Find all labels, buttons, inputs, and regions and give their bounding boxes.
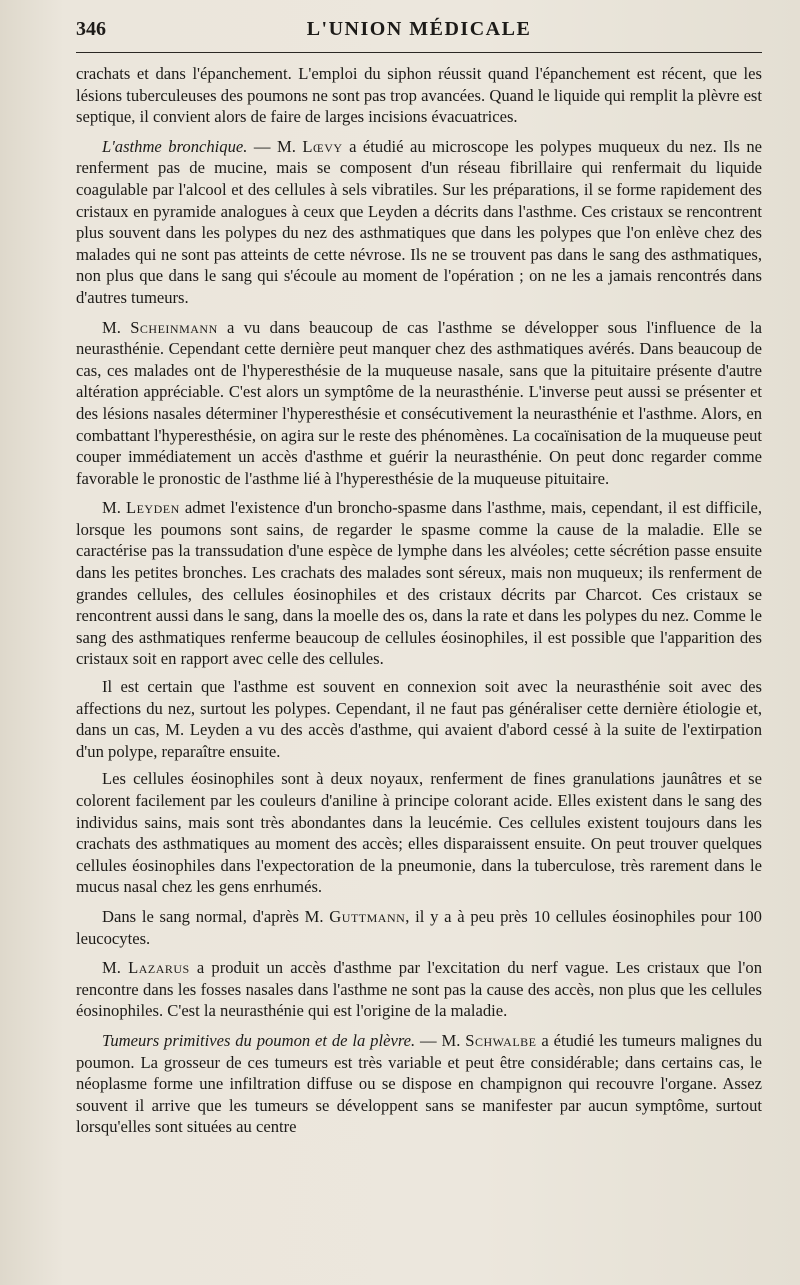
- section-heading: Tumeurs primitives du poumon et de la plèvre.: [102, 1030, 416, 1050]
- paragraph-asthme-bronchique: L'asthme bronchique. — M. Lœvy a étudié au microscope les polypes muqueux du nez. Ils ne renferment pas de mucine, mais se composent d'un réseau fibrillaire qui renfermait du liquide coagulable par l'alcool et des cellules à sels vibratiles. Sur les préparations, il se forme rapidement des cristaux en pyramide analogues à ceux que Leyden a décrits dans l'asthme. Ces cristaux se rencontrent plus souvent dans les polypes du nez des asthmatiques que dans les polypes que l'on enlève chez des malades qui ne sont pas atteints de cette névrose. Ils ne se trouvent pas dans le sang des asthmatiques, non plus que dans le sang qui s'écoule au moment de l'opération ; on ne les a jamais rencontrés dans d'autres tumeurs.: [76, 136, 762, 307]
- author-name: Lazarus: [128, 958, 190, 978]
- paragraph-guttmann: Dans le sang normal, d'après M. Guttmann, il y a à peu près 10 cellules éosinophiles pour 100 leucocytes.: [76, 906, 762, 948]
- paragraph-leyden: M. Leyden admet l'existence d'un broncho-spasme dans l'asthme, mais, cependant, il est difficile, lorsque les poumons sont sains, de regarder le spasme comme la cause de la maladie. Elle se caractérise pas la transsudation d'une espèce de lymphe dans les alvéoles; cette sécrétion passe ensuite dans les petites bronches. Les crachats des malades sont séreux, mais non muqueux; ils renferment de grandes cellules, des cellules éosinophiles et des cristaux décrits par Charcot. Ces cristaux se rencontrent aussi dans le sang, dans la moelle des os, dans la rate et dans les polypes du nez. Comme le sang des asthmatiques renferme beaucoup de cellules éosinophiles, il est possible que l'apparition des cristaux soit en rapport avec celle des cellules.: [76, 498, 762, 669]
- author-name: Schwalbe: [465, 1030, 537, 1050]
- paragraph-lazarus: M. Lazarus a produit un accès d'asthme par l'excitation du nerf vague. Les cristaux que l'on rencontre dans les fosses nasales dans l'asthme ne sont pas la cause des accès, non plus que les cellules éosinophiles. C'est la neurasthénie qui est l'origine de la maladie.: [76, 958, 763, 1021]
- author-name: Guttmann: [329, 906, 406, 926]
- paragraph-etiologie: Il est certain que l'asthme est souvent en connexion soit avec la neurasthénie soit avec des affections du nez, surtout les polypes. Cependant, il ne faut pas généraliser cette dernière étiologie et, dans un cas, M. Leyden a vu des accès d'asthme, qui avaient d'abord cessé à la suite de l'extirpation d'un polype, reparaître ensuite.: [76, 677, 762, 761]
- section-heading: L'asthme bronchique.: [102, 136, 248, 156]
- page-header: [76, 18, 762, 53]
- author-name: Leyden: [125, 498, 180, 518]
- paragraph-scheinmann: M. Scheinmann a vu dans beaucoup de cas l'asthme se développer sous l'influence de la neurasthénie. Cependant cette dernière peut manquer chez des asthmatiques avérés. Dans beaucoup de cas, ces malades ont de l'hyperesthésie de la muqueuse nasale, sans que la pituitaire présente d'autre altération appréciable. C'est alors un symptôme de la neurasthénie. L'inverse peut aussi se présenter et des lésions nasales déterminer l'hyperesthésie et consécutivement la neurasthénie et l'asthme. Alors, en combattant l'hyperesthésie, on agira sur le reste des phénomènes. La cocaïnisation de la muqueuse peut couper immédiatement un accès d'asthme et guérir la neurasthénie. On peut donc regarder comme favorable le pronostic de l'asthme lié à l'hyperesthésie de la muqueuse pituitaire.: [76, 317, 762, 488]
- paragraph-cellules-eosinophiles: Les cellules éosinophiles sont à deux noyaux, renferment de fines granulations jaunâtres et se colorent facilement par les couleurs d'aniline à principe colorant acide. Elles existent dans le sang des individus sains, mais sont très abondantes dans la leucémie. Ces cellules existent toujours dans les crachats des asthmatiques au moment des accès; elles disparaissent ensuite. On peut trouver quelques cellules éosinophiles dans l'expectoration de la pneumonie, dans la tuberculose, très rarement dans le mucus nasal chez les gens enrhumés.: [76, 769, 762, 897]
- paragraph-tumeurs: Tumeurs primitives du poumon et de la plèvre. — M. Schwalbe a étudié les tumeurs malignes du poumon. La grosseur de ces tumeurs est très variable et peut être considérable; dans certains cas, le néoplasme forme une infiltration diffuse ou se dispose en champignon qui recouvre l'organe. Assez souvent il arrive que les tumeurs se développent sans se manifester par aucun symptôme, surtout lorsqu'elles sont situées au centre: [76, 1030, 762, 1137]
- author-name: Lœvy: [302, 136, 343, 156]
- page-number: 346: [76, 18, 106, 40]
- paragraph-1: crachats et dans l'épanchement. L'emploi du siphon réussit quand l'épanchement est récent, que les lésions tuberculeuses des poumons ne sont pas trop avancées. Quand le liquide qui remplit la plèvre est septique, il convient alors de faire de larges incisions évacuatrices.: [76, 64, 762, 127]
- author-name: Scheinmann: [130, 317, 218, 337]
- running-head: L'UNION MÉDICALE: [306, 18, 532, 40]
- body-text: [76, 63, 762, 1138]
